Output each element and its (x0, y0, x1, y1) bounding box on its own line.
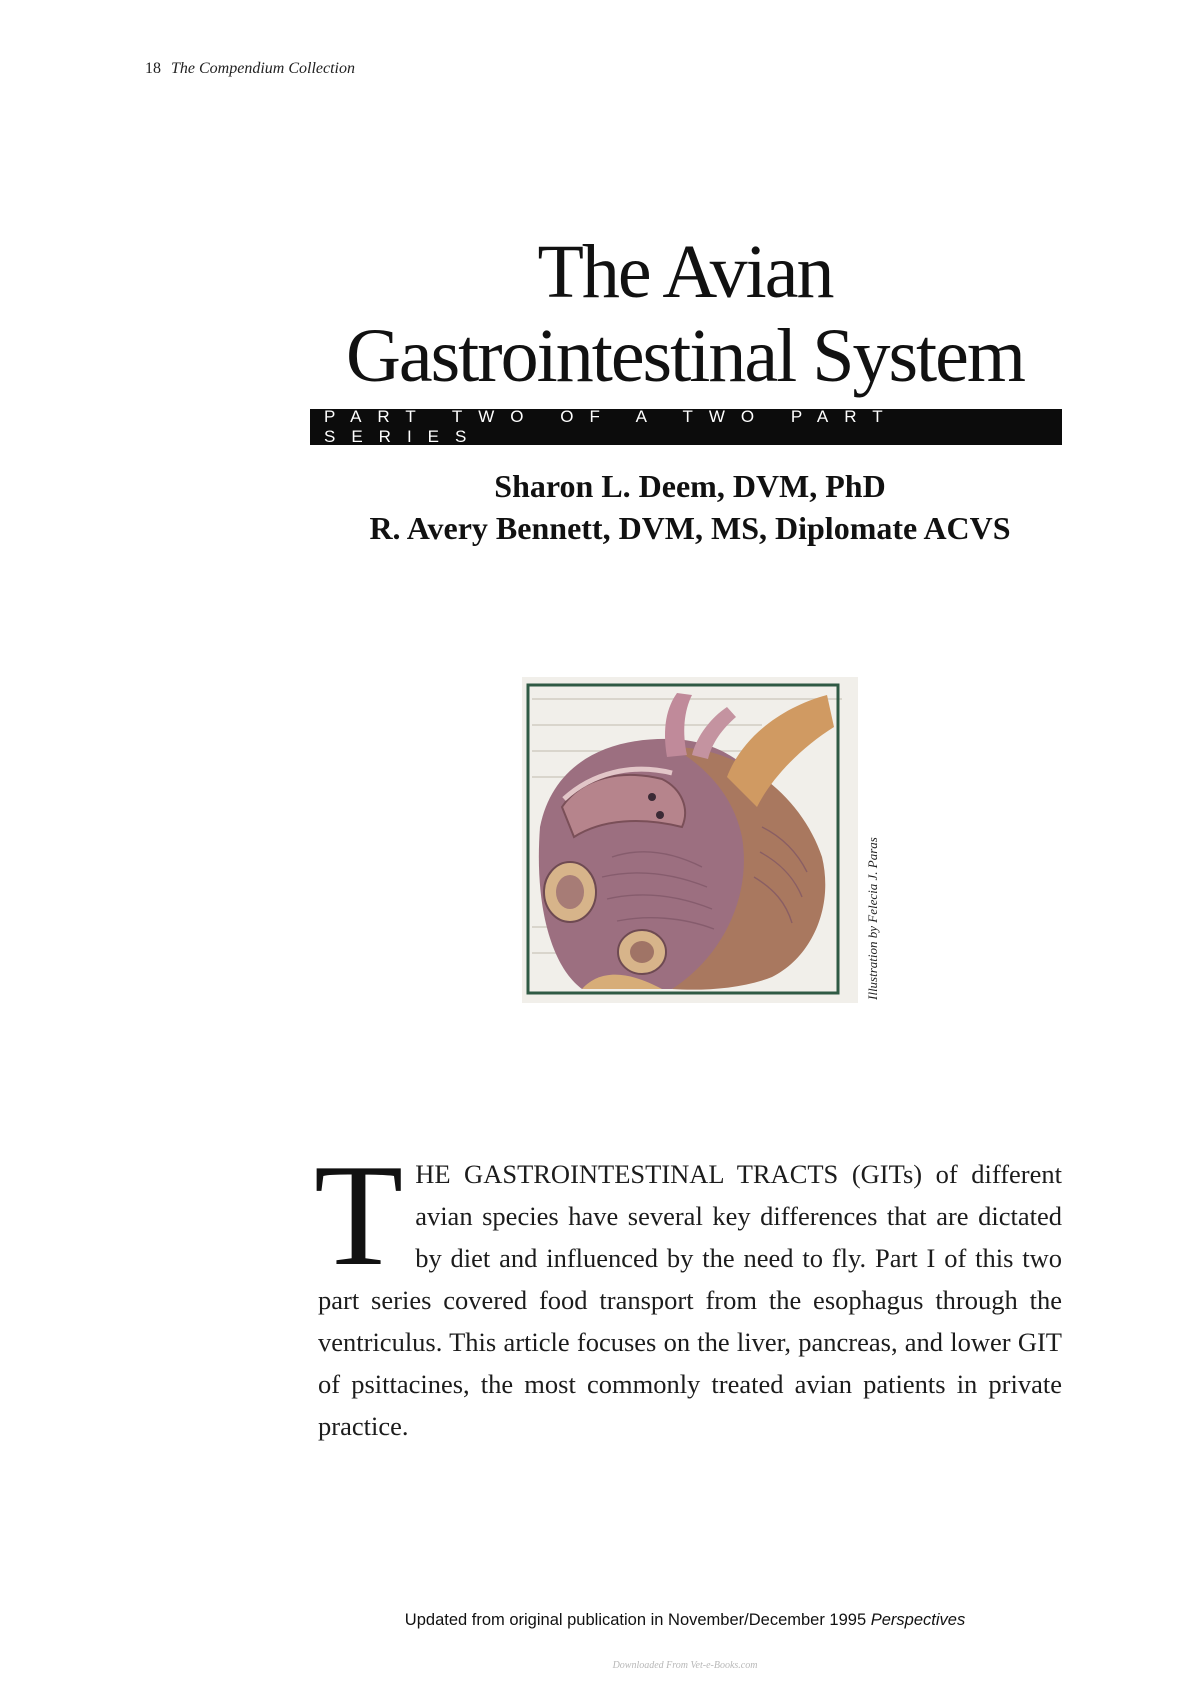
running-head (145, 60, 355, 78)
series-banner: PART TWO OF A TWO PART SERIES (310, 409, 1062, 445)
download-watermark: Downloaded From Vet-e-Books.com (612, 1660, 758, 1671)
anatomical-illustration (522, 677, 858, 1003)
title-line-2: Gastrointestinal System (345, 314, 1025, 398)
illustration-credit: Illustration by Felecia J. Paras (865, 837, 880, 1000)
publication-footnote (300, 1611, 1070, 1630)
publication-name: The Compendium Collection (171, 60, 355, 77)
footnote-text: Updated from original publication in November/December 1995 (404, 1611, 867, 1629)
intro-paragraph (314, 1134, 1062, 1447)
footnote-source: Perspectives (870, 1611, 966, 1629)
author-1: Sharon L. Deem, DVM, PhD (494, 468, 886, 504)
title-line-1: The Avian (537, 230, 833, 314)
page-number: 18 (145, 60, 161, 77)
author-list (300, 465, 1080, 549)
gi-anatomy-drawing (522, 677, 858, 1003)
drop-cap: T (314, 1134, 404, 1296)
author-2: R. Avery Bennett, DVM, MS, Diplomate ACVS (369, 510, 1011, 546)
intro-text: HE GASTROINTESTINAL TRACTS (GITs) of different avian species have several key differences that are dictated by diet and influenced by the need to fly. Part I of this two part series covered food transport from the esophagus through the ventriculus. This article focuses on the liver, pancreas, and lower GIT of psittacines, the most commonly treated avian patients in private practice. (318, 1159, 1062, 1441)
article-title (300, 230, 1070, 398)
